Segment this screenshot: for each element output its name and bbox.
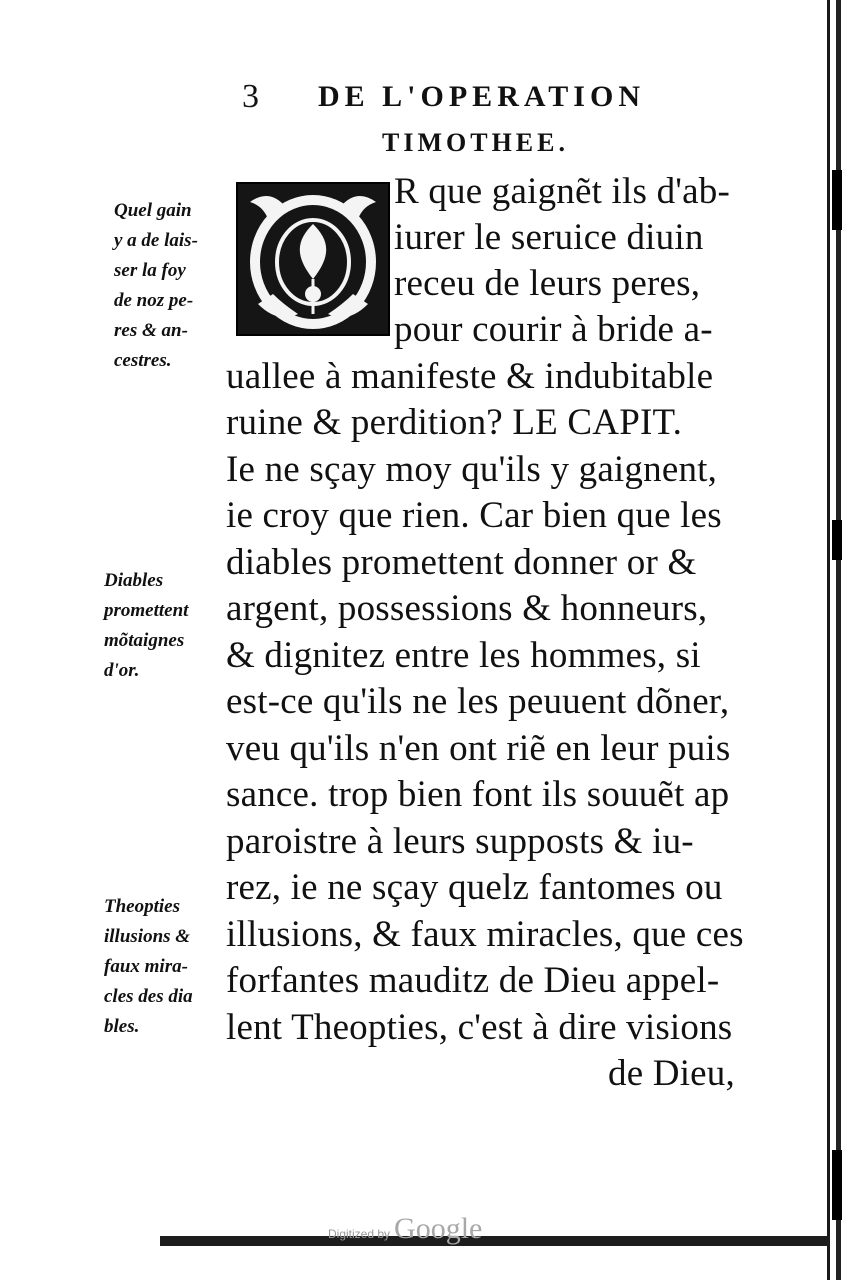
text-line: forfantes mauditz de Dieu appel- xyxy=(226,960,720,1001)
text-line: illusions, & faux miracles, que ces xyxy=(226,914,744,955)
text-line: ie croy que rien. Car bien que les xyxy=(226,495,722,536)
edge-blot xyxy=(832,1150,842,1220)
text-line: argent, possessions & honneurs, xyxy=(226,588,708,629)
digitized-label: Digitized by xyxy=(328,1227,391,1241)
edge-blot xyxy=(832,520,842,560)
text-line: ruine & perdition? LE CAPIT. xyxy=(226,402,683,443)
text-line: sance. trop bien font ils souuẽt ap xyxy=(226,774,730,815)
running-head-title: DE L'OPERATION xyxy=(318,80,645,113)
text-line: pour courir à bride a- xyxy=(394,309,713,350)
page-edge-shadow xyxy=(827,0,830,1280)
ornament-icon xyxy=(238,184,388,334)
text-line: est-ce qu'ils ne les peuuent dõner, xyxy=(226,681,730,722)
text-line: & dignitez entre les hommes, si xyxy=(226,635,701,676)
text-line: lent Theopties, c'est à dire visions xyxy=(226,1007,733,1048)
margin-note: Quel gain y a de lais- ser la foy de noz pe- res & an- cestres. xyxy=(114,200,198,371)
text-line: R que gaignẽt ils d'ab- xyxy=(394,171,730,212)
text-line: Ie ne sçay moy qu'ils y gaignent, xyxy=(226,449,718,490)
decorated-initial-o xyxy=(236,182,390,336)
text-line: paroistre à leurs supposts & iu- xyxy=(226,821,694,862)
digitized-by-google-watermark xyxy=(328,1212,482,1246)
page-number: 3 xyxy=(242,78,259,115)
text-line: rez, ie ne sçay quelz fantomes ou xyxy=(226,867,723,908)
margin-note: Diables promettent mõtaignes d'or. xyxy=(104,570,189,681)
text-line: iurer le seruice diuin xyxy=(394,217,704,258)
text-line: veu qu'ils n'en ont riẽ en leur puis xyxy=(226,728,731,769)
google-logo: Google xyxy=(394,1212,483,1245)
catchword: de Dieu, xyxy=(608,1053,735,1094)
margin-note: Theopties illusions & faux mira- cles des dia bles. xyxy=(104,896,193,1037)
speaker-name: TIMOTHEE. xyxy=(382,128,569,157)
text-line: uallee à manifeste & indubitable xyxy=(226,356,714,397)
text-line: diables promettent donner or & xyxy=(226,542,697,583)
bottom-edge-shadow xyxy=(160,1236,830,1246)
text-line: receu de leurs peres, xyxy=(394,263,701,304)
edge-blot xyxy=(832,170,842,230)
